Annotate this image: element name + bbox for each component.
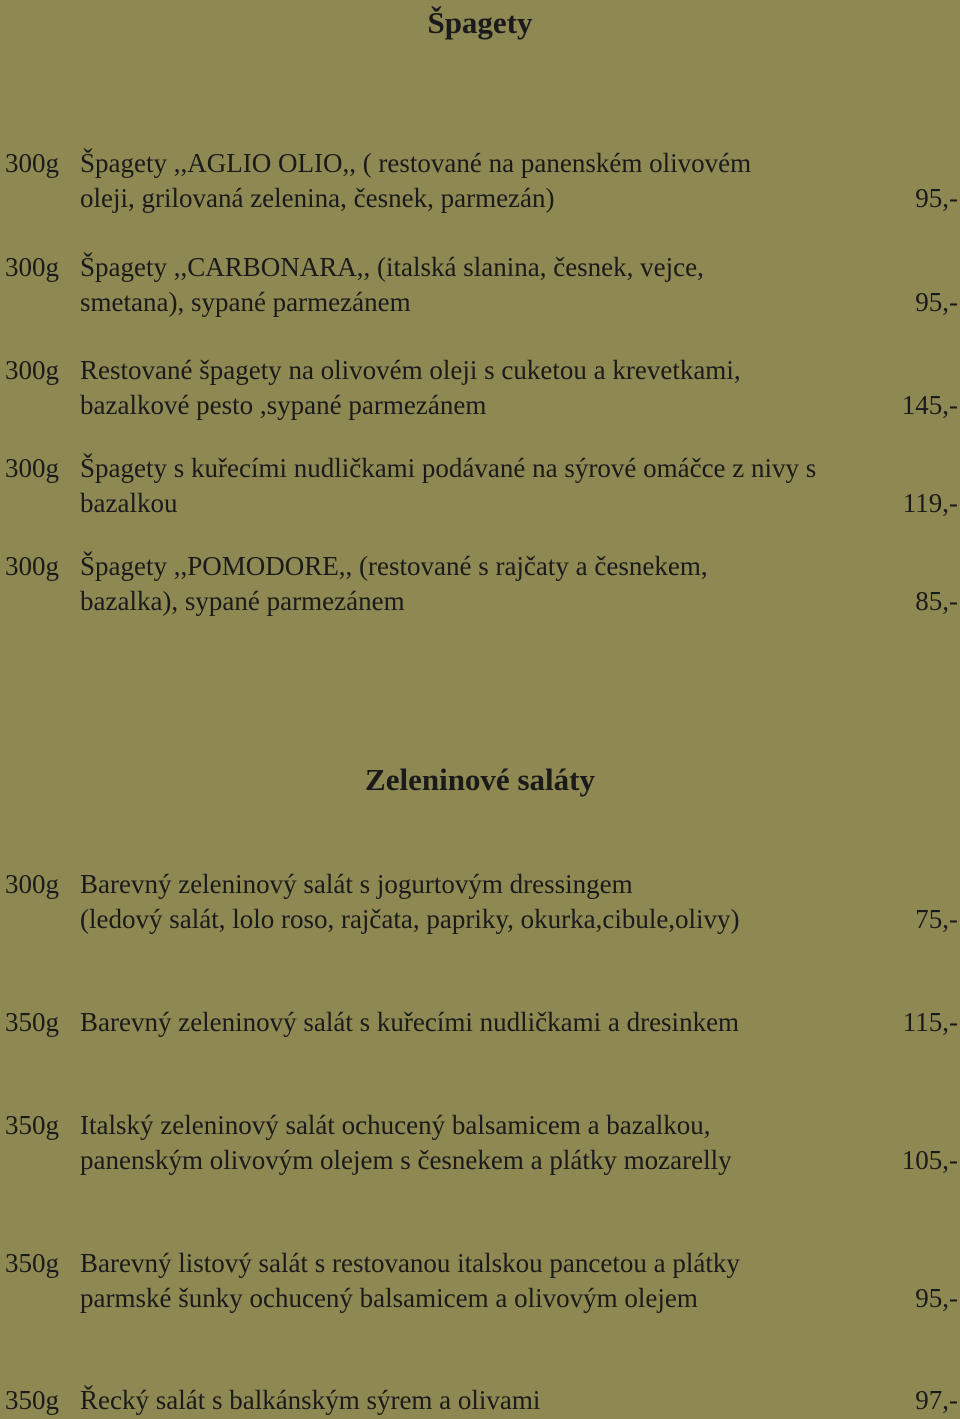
item-description-line: Řecký salát s balkánským sýrem a olivami: [80, 1385, 541, 1415]
item-description: [80, 353, 820, 423]
item-description: [80, 1005, 820, 1040]
item-price: 95,-: [915, 183, 958, 213]
item-description-line: Špagety ,,CARBONARA,, (italská slanina, česnek, vejce,: [80, 252, 704, 282]
item-description-line: Barevný zeleninový salát s kuřecími nudličkami a dresinkem: [80, 1007, 740, 1037]
item-description-line: (ledový salát, lolo roso, rajčata, papriky, okurka,cibule,olivy): [80, 904, 740, 934]
item-weight: 300g: [5, 355, 59, 385]
item-weight: 300g: [5, 148, 59, 178]
item-price: 145,-: [901, 390, 958, 420]
section-title-spagety: Špagety: [427, 5, 533, 40]
item-description-line: smetana), sypané parmezánem: [80, 287, 411, 317]
item-description-line: Italský zeleninový salát ochucený balsamicem a bazalkou,: [80, 1110, 711, 1140]
item-description: [80, 1383, 820, 1418]
item-weight: 350g: [5, 1110, 59, 1140]
item-description-line: parmské šunky ochucený balsamicem a olivovým olejem: [80, 1283, 698, 1313]
item-weight: 300g: [5, 869, 59, 899]
item-price: 105,-: [901, 1145, 958, 1175]
item-price: 95,-: [915, 287, 958, 317]
item-description-line: bazalkové pesto ,sypané parmezánem: [80, 390, 487, 420]
item-description-line: oleji, grilovaná zelenina, česnek, parmezán): [80, 183, 555, 213]
item-price: 119,-: [902, 488, 958, 518]
item-description-line: Barevný zeleninový salát s jogurtovým dressingem: [80, 869, 633, 899]
item-description-line: panenským olivovým olejem s česnekem a plátky mozarelly: [80, 1145, 732, 1175]
item-price: 97,-: [915, 1385, 958, 1415]
item-description-line: Špagety s kuřecími nudličkami podávané na sýrové omáčce z nivy s: [80, 453, 817, 483]
item-price: 115,-: [902, 1007, 958, 1037]
item-description-line: Špagety ,,AGLIO OLIO,, ( restované na panenském olivovém: [80, 148, 752, 178]
item-description-line: bazalka), sypané parmezánem: [80, 586, 405, 616]
item-description: [80, 451, 820, 521]
section-title-zeleninove-salaty: Zeleninové saláty: [365, 762, 595, 797]
item-description: [80, 1108, 820, 1178]
item-weight: 300g: [5, 252, 59, 282]
item-description: [80, 146, 820, 216]
item-weight: 350g: [5, 1007, 59, 1037]
item-description: [80, 1246, 820, 1316]
item-description-line: Barevný listový salát s restovanou italskou pancetou a plátky: [80, 1248, 740, 1278]
item-price: 85,-: [915, 586, 958, 616]
item-weight: 350g: [5, 1385, 59, 1415]
item-weight: 300g: [5, 551, 59, 581]
item-description: [80, 867, 820, 937]
item-price: 75,-: [915, 904, 958, 934]
item-description-line: Restované špagety na olivovém oleji s cuketou a krevetkami,: [80, 355, 741, 385]
item-description-line: Špagety ,,POMODORE,, (restované s rajčaty a česnekem,: [80, 551, 708, 581]
item-price: 95,-: [915, 1283, 958, 1313]
item-description-line: bazalkou: [80, 488, 178, 518]
item-weight: 300g: [5, 453, 59, 483]
item-weight: 350g: [5, 1248, 59, 1278]
item-description: [80, 549, 820, 619]
item-description: [80, 250, 820, 320]
